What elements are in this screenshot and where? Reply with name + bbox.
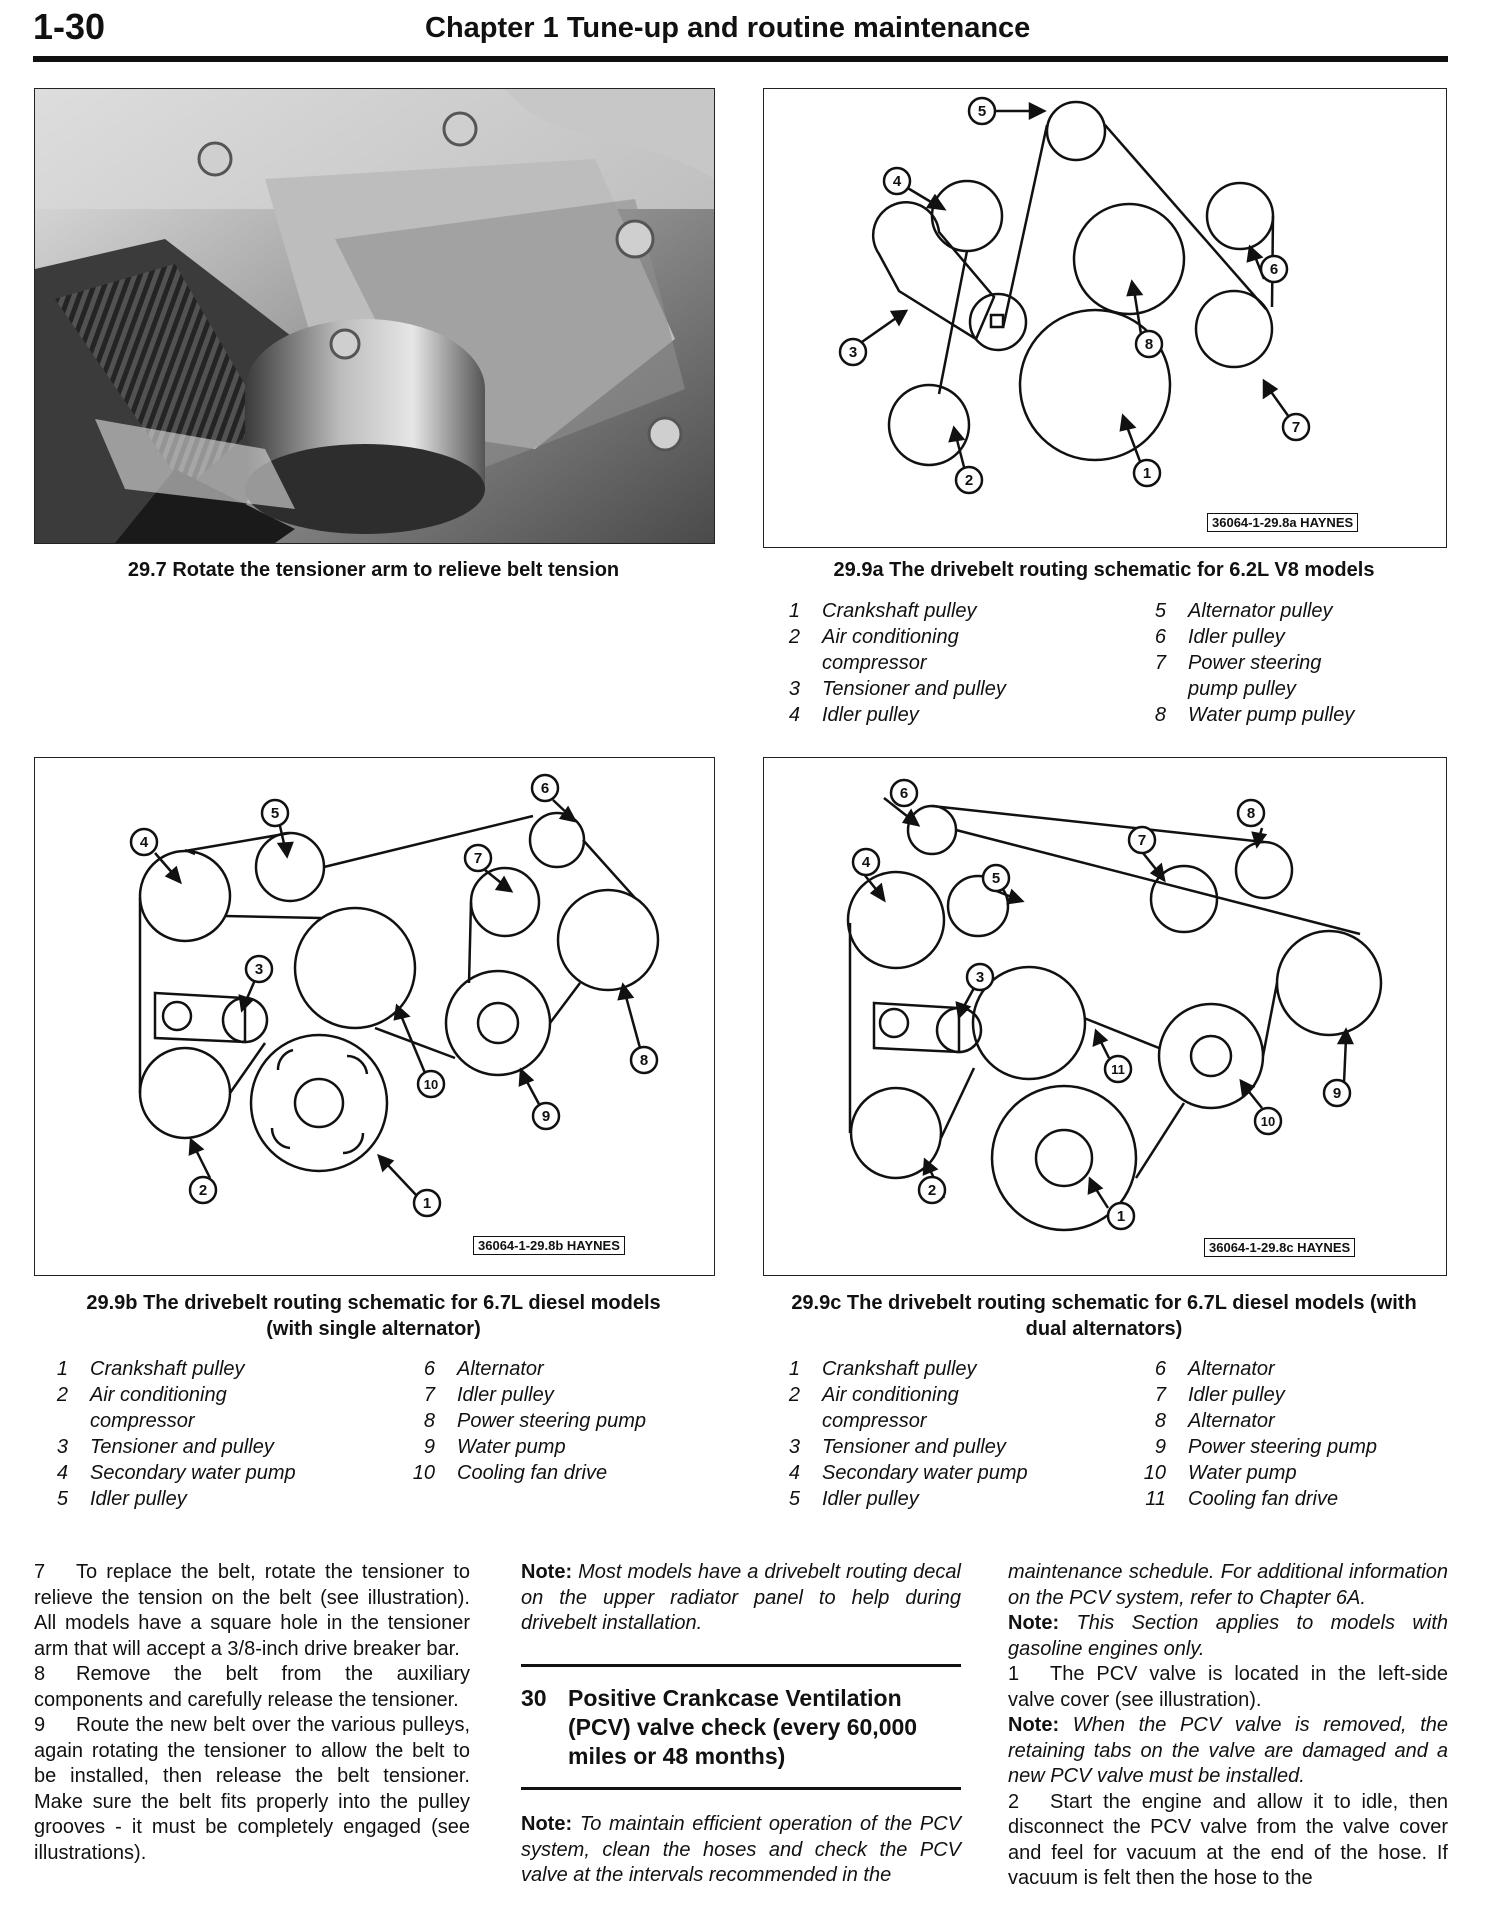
callout-4: 4 (861, 854, 871, 871)
legend-item: 6 Alternator (1154, 1358, 1275, 1380)
legend-item: 5 Alternator pulley (1154, 600, 1333, 622)
photo-tensioner-arm (34, 88, 715, 544)
paragraph-8: 8 Remove the belt from the auxiliary components and carefully release the tensioner. (34, 1663, 470, 1711)
callout-6: 6 (1269, 261, 1279, 278)
legend-item: 3 Tensioner and pulley (56, 1436, 274, 1458)
callout-11: 11 (1111, 1062, 1125, 1077)
legend-item: 6 Alternator (423, 1358, 544, 1380)
callout-1: 1 (422, 1195, 432, 1212)
callout-6: 6 (899, 785, 909, 802)
note-drivebelt-decal: Note: Most models have a drivebelt routing decal on the upper radiator panel to help during drivebelt installation. (521, 1561, 961, 1634)
callout-8: 8 (1246, 805, 1256, 822)
legend-29-9b-left (40, 1356, 340, 1512)
callout-9: 9 (1332, 1085, 1342, 1102)
note-gasoline-only: Note: This Section applies to models with gasoline engines only. (1008, 1612, 1449, 1660)
legend-item: 5 Idler pulley (56, 1488, 187, 1510)
note-retaining-tabs: Note: When the PCV valve is removed, the retaining tabs on the valve are damaged and a new PCV valve must be installed. (1008, 1714, 1448, 1787)
section-number: 30 (521, 1685, 547, 1711)
diagram-6-7l-single-alternator (34, 757, 715, 1276)
legend-item: 9 Power steering pump (1154, 1436, 1377, 1458)
legend-item: 7 Idler pulley (423, 1384, 554, 1406)
chapter-title: Chapter 1 Tune-up and routine maintenance (425, 12, 1031, 44)
legend-item: 9 Water pump (423, 1436, 566, 1458)
paragraph-9: 9 Route the new belt over the various pulleys, again rotating the tensioner to allow the belt to be installed, then release the belt tensioner. Make sure the belt fits properly into the pulley grooves - it must be completely engaged (see illustrations). (34, 1714, 470, 1864)
section-30-heading (521, 1684, 961, 1771)
continued-text: maintenance schedule. For additional information on the PCV system, refer to Chapter 6A. (1008, 1561, 1448, 1609)
callout-2: 2 (198, 1182, 208, 1199)
callout-9: 9 (541, 1108, 551, 1125)
callout-3: 3 (848, 344, 858, 361)
callout-3: 3 (975, 969, 985, 986)
callout-3: 3 (254, 961, 264, 978)
legend-29-9a-right (1138, 598, 1378, 728)
callout-2: 2 (964, 472, 974, 489)
legend-item: 1 Crankshaft pulley (788, 600, 977, 622)
callout-2: 2 (927, 1182, 937, 1199)
callout-5: 5 (991, 870, 1001, 887)
callout-1: 1 (1142, 465, 1152, 482)
legend-item: 2 Air conditioning compressor (56, 1384, 227, 1432)
legend-item: 11 Cooling fan drive (1145, 1488, 1339, 1510)
paragraph-1: 1 The PCV valve is located in the left-side valve cover (see illustration). (1008, 1663, 1448, 1711)
diagram-6-7l-dual-alternators (763, 757, 1447, 1276)
figure-tag: 36064-1-29.8c HAYNES (1204, 1238, 1355, 1257)
section-rule-bottom (521, 1787, 961, 1790)
callout-10: 10 (423, 1077, 439, 1092)
legend-item: 3 Tensioner and pulley (788, 678, 1006, 700)
callout-5: 5 (270, 805, 280, 822)
legend-item: 1 Crankshaft pulley (56, 1358, 245, 1380)
paragraph-7: 7 To replace the belt, rotate the tensioner to relieve the tension on the belt (see illustration). All models have a square hole in the tensioner arm that will accept a 3/8-inch drive breaker bar. (34, 1561, 470, 1660)
caption-fig-29-7: 29.7 Rotate the tensioner arm to relieve belt tension (127, 559, 620, 581)
callout-7: 7 (473, 850, 483, 867)
caption-line-2: (with single alternator) (266, 1318, 481, 1340)
callout-10: 10 (1260, 1114, 1276, 1129)
caption-fig-29-9c (763, 1290, 1445, 1342)
figure-tag: 36064-1-29.8a HAYNES (1207, 513, 1358, 532)
legend-item: 10 Cooling fan drive (412, 1462, 608, 1484)
callout-7: 7 (1291, 419, 1301, 436)
legend-29-9c-right (1138, 1356, 1438, 1512)
caption-line-2: dual alternators) (1025, 1318, 1183, 1340)
paragraph-2: 2 Start the engine and allow it to idle, then disconnect the PCV valve from the valve cover and feel for vacuum at the end of the hose. If vacuum is felt then the hose to the (1008, 1790, 1448, 1889)
caption-line-1: 29.9b The drivebelt routing schematic for 6.7L diesel models (86, 1292, 661, 1314)
callout-6: 6 (540, 780, 550, 797)
legend-item: 5 Idler pulley (788, 1488, 919, 1510)
figure-tag: 36064-1-29.8b HAYNES (473, 1236, 625, 1255)
body-column-2 (521, 1560, 961, 1637)
callout-4: 4 (139, 834, 149, 851)
note-pcv-maintenance: Note: To maintain efficient operation of the PCV system, clean the hoses and check the PCV valve at the intervals recommended in the (521, 1813, 961, 1886)
legend-item: 4 Secondary water pump (788, 1462, 1028, 1484)
callout-8: 8 (1144, 336, 1154, 353)
caption-fig-29-9b (34, 1290, 713, 1342)
legend-item: 7 Power steering pump pulley (1154, 652, 1322, 700)
caption-fig-29-9a: 29.9a The drivebelt routing schematic for 6.2L V8 models (833, 559, 1375, 581)
body-column-1 (34, 1560, 470, 1866)
diagram-6-2l-v8-drivebelt (763, 88, 1447, 548)
callout-1: 1 (1116, 1208, 1126, 1225)
callout-7: 7 (1137, 832, 1147, 849)
legend-item: 6 Idler pulley (1154, 626, 1285, 648)
legend-item: 4 Idler pulley (788, 704, 919, 726)
legend-item: 10 Water pump (1143, 1462, 1297, 1484)
header-rule (33, 56, 1448, 62)
legend-item: 8 Water pump pulley (1154, 704, 1355, 726)
callout-8: 8 (639, 1052, 649, 1069)
section-title: Positive Crankcase Ventilation (PCV) valve check (every 60,000 miles or 48 months) (568, 1685, 918, 1769)
legend-item: 2 Air conditioning compressor (788, 1384, 959, 1432)
body-column-2-note (521, 1812, 961, 1889)
caption-line-1: 29.9c The drivebelt routing schematic for 6.7L diesel models (with (791, 1292, 1417, 1314)
section-rule-top (521, 1664, 961, 1667)
legend-29-9c-left (772, 1356, 1072, 1512)
legend-29-9b-right (407, 1356, 707, 1486)
legend-item: 8 Power steering pump (423, 1410, 646, 1432)
callout-5: 5 (977, 103, 987, 120)
legend-item: 8 Alternator (1154, 1410, 1275, 1432)
legend-item: 4 Secondary water pump (56, 1462, 296, 1484)
callout-4: 4 (892, 173, 902, 190)
legend-29-9a-left (772, 598, 1042, 728)
legend-item: 1 Crankshaft pulley (788, 1358, 977, 1380)
legend-item: 3 Tensioner and pulley (788, 1436, 1006, 1458)
legend-item: 7 Idler pulley (1154, 1384, 1285, 1406)
page-number: 1-30 (33, 6, 106, 47)
legend-item: 2 Air conditioning compressor (788, 626, 959, 674)
body-column-3 (1008, 1560, 1448, 1892)
